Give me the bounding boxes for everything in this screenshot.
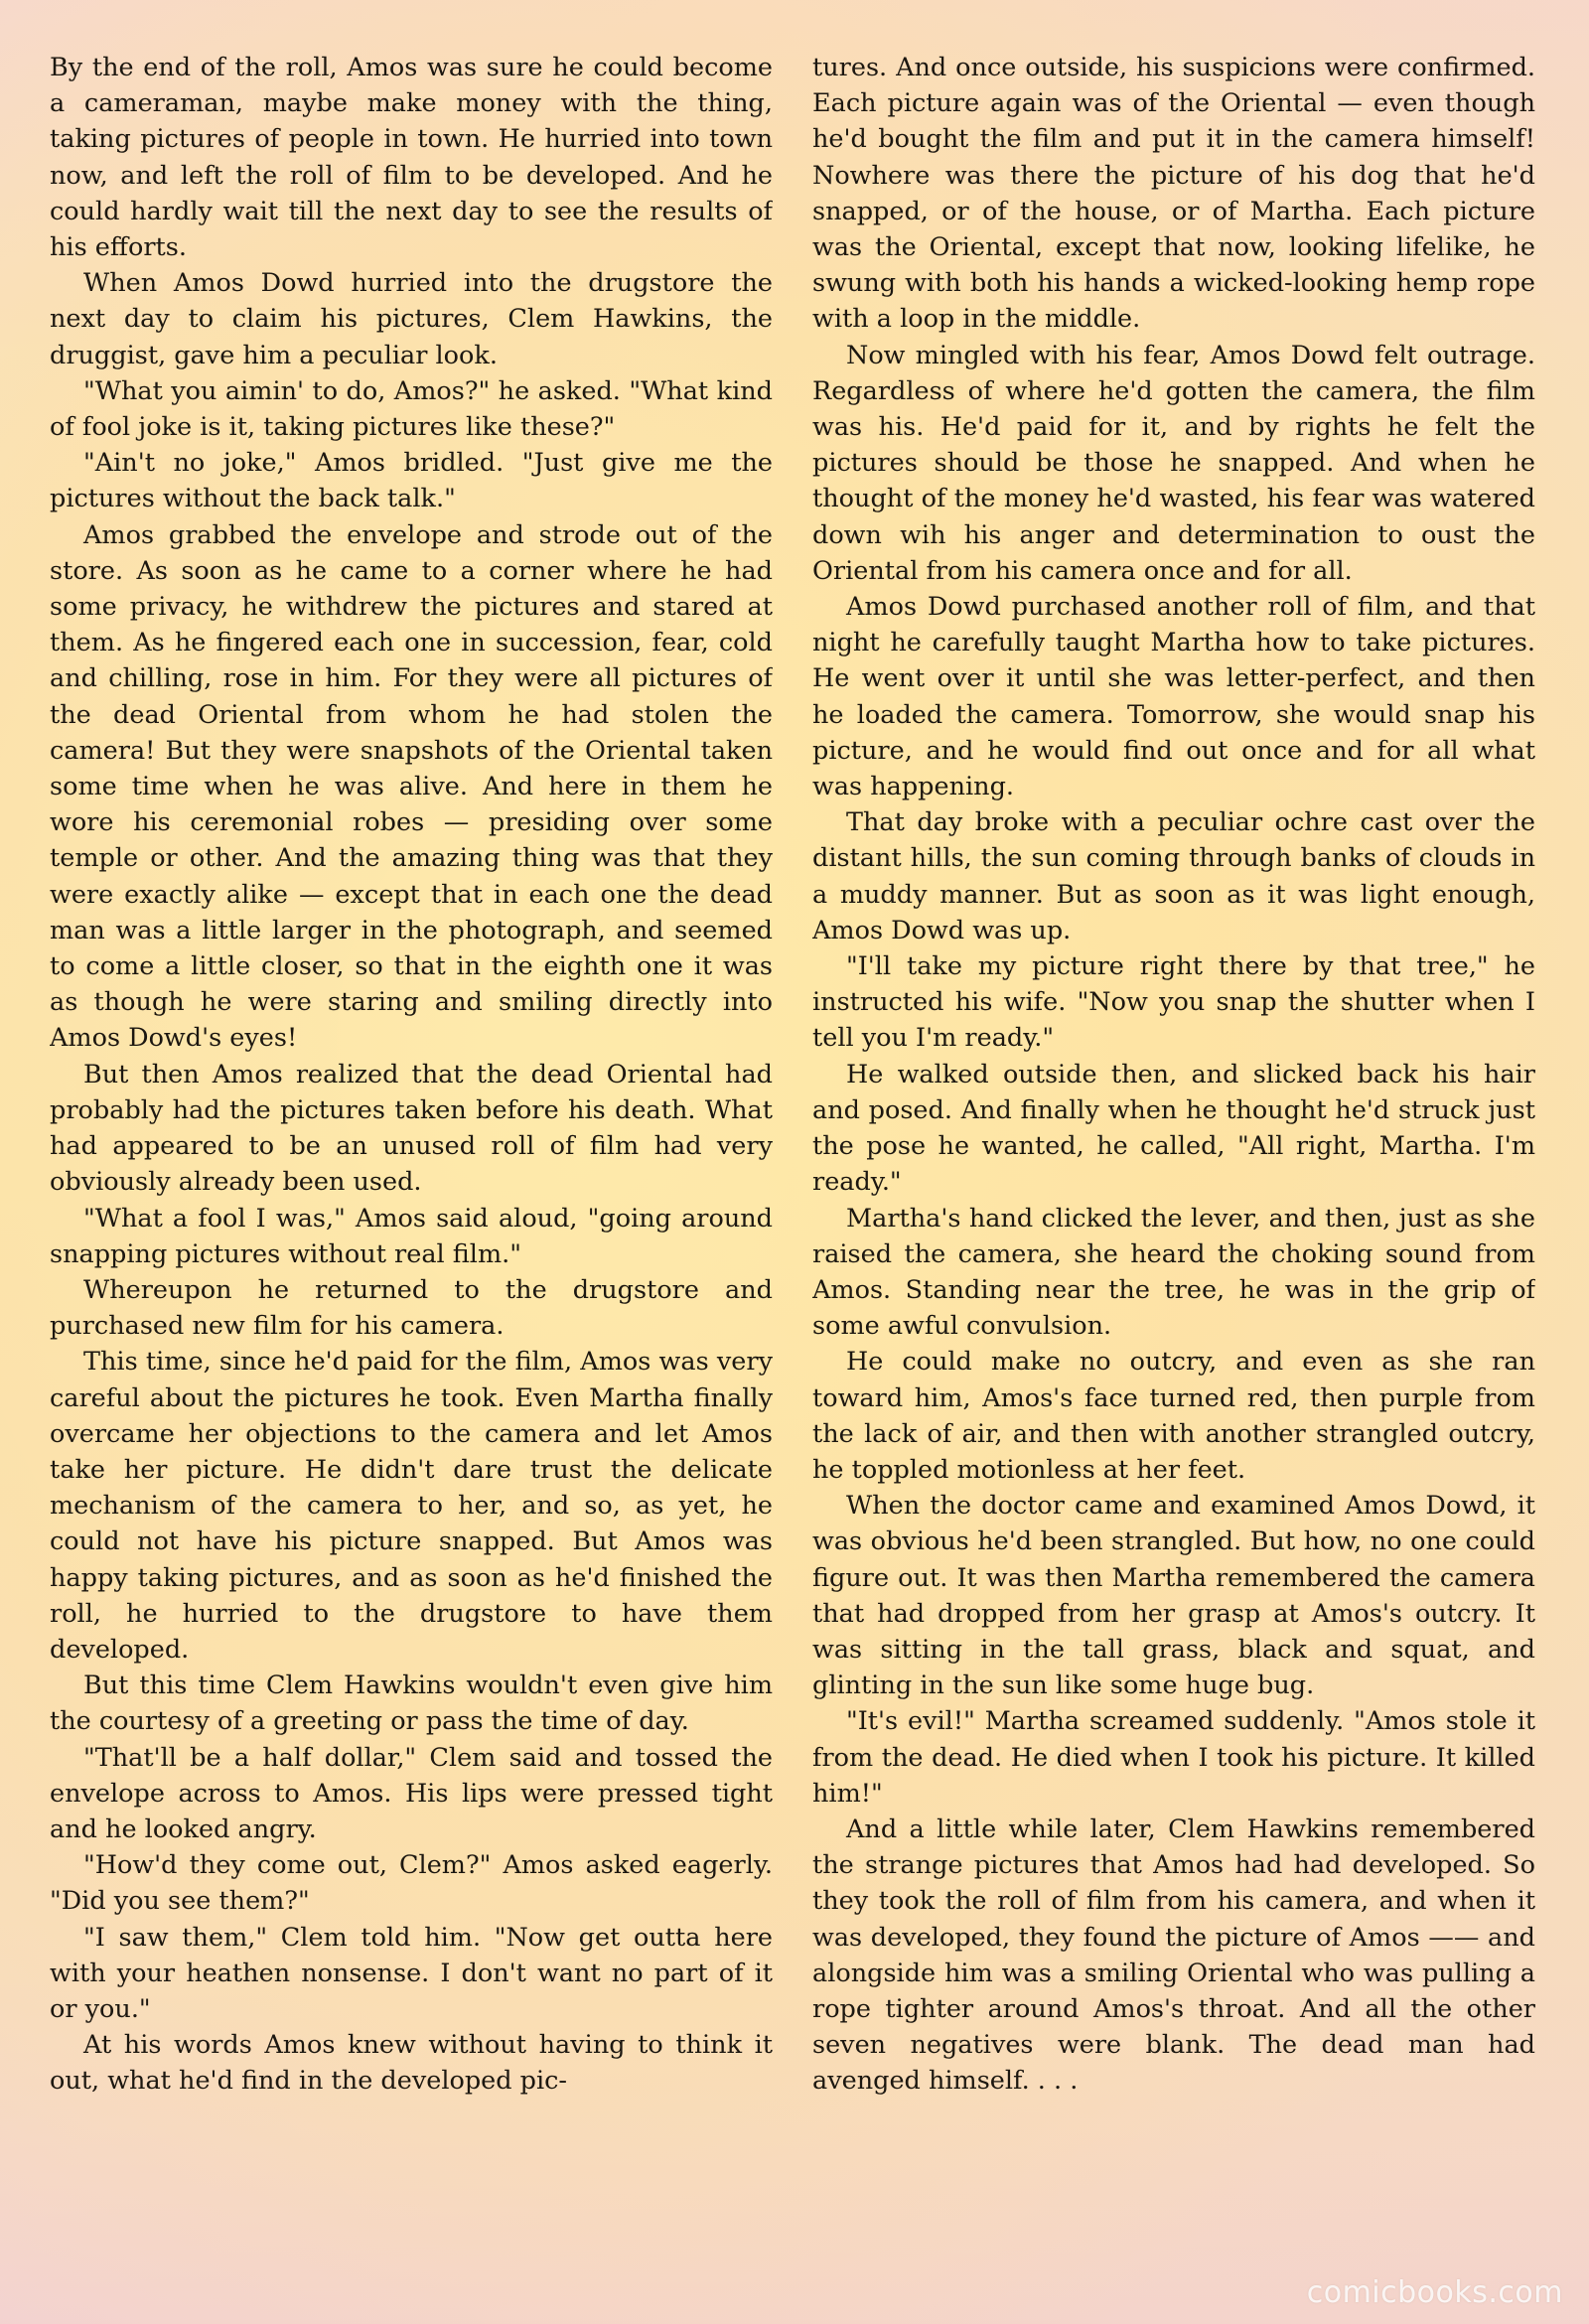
paragraph: But then Amos realized that the dead Oriental had probably had the pictures taken before his death. What had appeared to be an unused roll of film had very obviously already been used. [50,1059,773,1198]
paragraph: He could make no outcry, and even as she ran toward him, Amos's face turned red, then purple from the lack of air, and then with another strangled outcry, he toppled motionless at her feet. [812,1347,1535,1485]
site-watermark: comicbooks.com [1306,2275,1563,2310]
paragraph: "What you aimin' to do, Amos?" he asked. "What kind of fool joke is it, taking pictures like these?" [50,375,773,443]
paragraph: But this time Clem Hawkins wouldn't even give him the courtesy of a greeting or pass the time of day. [50,1670,773,1737]
paragraph: "How'd they come out, Clem?" Amos asked eagerly. "Did you see them?" [50,1850,773,1917]
paragraph: When the doctor came and examined Amos Dowd, it was obvious he'd been strangled. But how, no one could figure out. It was then Martha remembered the camera that had dropped from her grasp at Amos's outcry. It was sitting in the tall grass, black and squat, and glinting in the sun like some huge bug. [812,1491,1535,1701]
right-text-column [812,50,1535,2274]
left-text-column [50,50,773,2274]
paragraph: "What a fool I was," Amos said aloud, "going around snapping pictures without real film." [50,1203,773,1269]
paragraph: He walked outside then, and slicked back his hair and posed. And finally when he thought he'd struck just the pose he wanted, he called, "All right, Martha. I'm ready." [812,1059,1535,1198]
paragraph: Amos Dowd purchased another roll of film, and that night he carefully taught Martha how to take pictures. He went over it until she was letter-perfect, and then he loaded the camera. Tomorrow, she would snap his picture, and he would find out once and for all what was happening. [812,592,1535,802]
paragraph: "Ain't no joke," Amos bridled. "Just give me the pictures without the back talk." [50,448,773,514]
paragraph: tures. And once outside, his suspicions were confirmed. Each picture again was of the Oriental — even though he'd bought the film and put it in the camera himself! Nowhere was there the picture of his dog that he'd snapped, or of the house, or of Martha. Each picture was the Oriental, except that now, looking lifelike, he swung with both his hands a wicked-looking hemp rope with a loop in the middle. [812,53,1535,335]
paragraph: That day broke with a peculiar ochre cast over the distant hills, the sun coming through banks of clouds in a muddy manner. But as soon as it was light enough, Amos Dowd was up. [812,807,1535,945]
paragraph: When Amos Dowd hurried into the drugstore the next day to claim his pictures, Clem Hawkins, the druggist, gave him a peculiar look. [50,268,773,370]
paragraph: "I saw them," Clem told him. "Now get outta here with your heathen nonsense. I don't want no part of it or you." [50,1922,773,2024]
paragraph: By the end of the roll, Amos was sure he could become a cameraman, maybe make money with the thing, taking pictures of people in town. He hurried into town now, and left the roll of film to be developed. And he could hardly wait till the next day to see the results of his efforts. [50,53,773,263]
paragraph: And a little while later, Clem Hawkins remembered the strange pictures that Amos had had developed. So they took the roll of film from his camera, and when it was developed, they found the picture of Amos —— and alongside him was a smiling Oriental who was pulling a rope tighter around Amos's throat. And all the other seven negatives were blank. The dead man had avenged himself. . . . [812,1814,1535,2097]
paragraph: Now mingled with his fear, Amos Dowd felt outrage. Regardless of where he'd gotten the camera, the film was his. He'd paid for it, and by rights he felt the pictures should be those he snapped. And when he thought of the money he'd wasted, his fear was watered down wih his anger and determination to oust the Oriental from his camera once and for all. [812,340,1535,586]
paragraph: Martha's hand clicked the lever, and then, just as she raised the camera, she heard the choking sound from Amos. Standing near the tree, he was in the grip of some awful convulsion. [812,1203,1535,1342]
paragraph: "It's evil!" Martha screamed suddenly. "Amos stole it from the dead. He died when I took his picture. It killed him!" [812,1706,1535,1809]
paragraph: Whereupon he returned to the drugstore and purchased new film for his camera. [50,1274,773,1342]
paragraph: At his words Amos knew without having to think it out, what he'd find in the developed pic- [50,2030,773,2097]
paragraph: Amos grabbed the envelope and strode out of the store. As soon as he came to a corner where he had some privacy, he withdrew the pictures and stared at them. As he fingered each one in succession, fear, cold and chilling, rose in him. For they were all pictures of the dead Oriental from whom he had stolen the camera! But they were snapshots of the Oriental taken some time when he was alive. And here in them he wore his ceremonial robes — presiding over some temple or other. And the amazing thing was that they were exactly alike — except that in each one the dead man was a little larger in the photograph, and seemed to come a little closer, so that in the eighth one it was as though he were staring and smiling directly into Amos Dowd's eyes! [50,519,773,1054]
paragraph: "I'll take my picture right there by that tree," he instructed his wife. "Now you snap the shutter when I tell you I'm ready." [812,951,1535,1054]
paragraph: This time, since he'd paid for the film, Amos was very careful about the pictures he took. Even Martha finally overcame her objections to the camera and let Amos take her picture. He didn't dare trust the delicate mechanism of the camera to her, and so, as yet, he could not have his picture snapped. But Amos was happy taking pictures, and as soon as he'd finished the roll, he hurried to the drugstore to have them developed. [50,1347,773,1665]
paragraph: "That'll be a half dollar," Clem said and tossed the envelope across to Amos. His lips were pressed tight and he looked angry. [50,1742,773,1844]
